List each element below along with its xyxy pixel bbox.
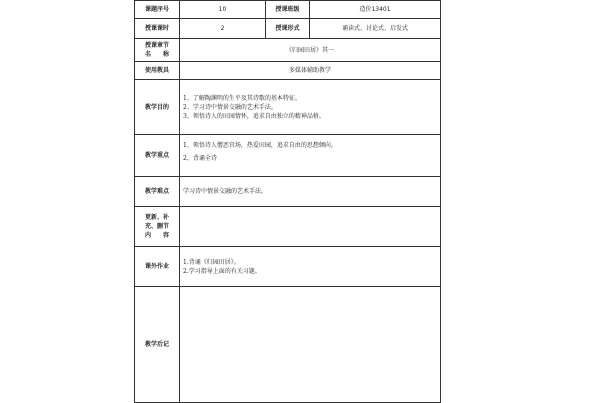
lesson-number-label: 课题序号	[135, 1, 180, 19]
row-objectives	[135, 80, 441, 135]
keypoints-list	[180, 135, 441, 177]
row-difficulty	[135, 177, 441, 207]
class-value: 造价13401	[310, 1, 441, 19]
row-hours	[135, 19, 441, 39]
homework-list	[180, 247, 441, 287]
row-keypoints	[135, 135, 441, 177]
form-value: 诵读式、讨论式、启发式	[310, 19, 441, 39]
updates-value	[180, 207, 441, 247]
difficulty-label: 教学难点	[135, 177, 180, 207]
objectives-list	[180, 80, 441, 135]
homework-item: 2.学习指导上面的有关习题。	[183, 267, 261, 275]
chapter-value: 《归园田居》其一	[180, 39, 441, 62]
keypoints-label: 教学重点	[135, 135, 180, 177]
lesson-plan-sheet	[134, 0, 440, 398]
reflection-label: 教学后记	[135, 287, 180, 403]
form-label: 授课形式	[266, 19, 310, 39]
row-lesson-number	[135, 1, 441, 19]
homework-label: 课外作业	[135, 247, 180, 287]
keypoint-item: 2、背诵全诗	[183, 155, 217, 162]
row-chapter	[135, 39, 441, 62]
chapter-label-line1: 授课章节	[144, 42, 169, 49]
row-updates	[135, 207, 441, 247]
aids-value: 多媒体辅助教学	[180, 62, 441, 80]
class-label: 授课班级	[266, 1, 310, 19]
updates-label-line2: 充、删节	[144, 223, 169, 230]
objective-item: 2、学习诗中情景交融的艺术手法。	[183, 103, 277, 111]
objective-item: 1、了解陶渊明的生平及其诗歌的基本特征。	[183, 94, 301, 102]
row-homework	[135, 247, 441, 287]
chapter-label	[135, 39, 180, 62]
difficulty-value: 学习诗中情景交融的艺术手法。	[180, 177, 441, 207]
row-aids	[135, 62, 441, 80]
homework-item: 1.背诵《归园田居》。	[183, 258, 240, 266]
objectives-label: 教学目的	[135, 80, 180, 135]
hours-label: 授课课时	[135, 19, 180, 39]
lesson-number-value: 10	[180, 1, 266, 19]
updates-label-line1: 更新、补	[144, 214, 169, 221]
objective-item: 3、领悟诗人的田园情怀，追求自由独立的精神品格。	[183, 112, 325, 120]
chapter-label-line2: 名 称	[144, 51, 169, 58]
aids-label: 使用教具	[135, 62, 180, 80]
reflection-value	[180, 287, 441, 403]
keypoint-item: 1、领悟诗人憎恶官场，热爱田园，追求自由的思想倾向。	[183, 142, 337, 149]
updates-label	[135, 207, 180, 247]
row-reflection	[135, 287, 441, 403]
hours-value: 2	[180, 19, 266, 39]
lesson-plan-table	[134, 0, 441, 403]
updates-label-line3: 内 容	[144, 232, 169, 239]
